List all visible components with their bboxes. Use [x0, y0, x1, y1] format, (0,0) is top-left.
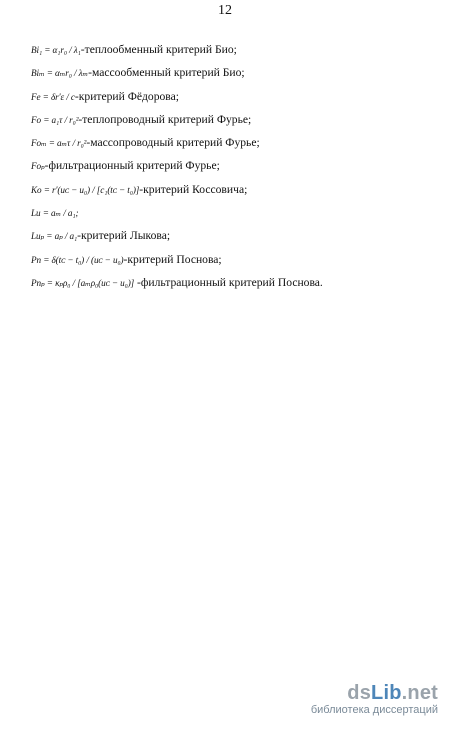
- criterion-formula: Ko = r′(uᴄ − u₀) / [c₁(tᴄ − t₀)]: [31, 184, 140, 195]
- criterion-separator: -: [80, 43, 85, 56]
- criterion-separator: -: [77, 229, 81, 243]
- criterion-separator: -: [78, 112, 83, 126]
- watermark-logo-ds: ds: [347, 682, 372, 704]
- watermark-subtitle: библиотека диссертаций: [310, 704, 438, 716]
- criterion-separator: -: [139, 182, 144, 196]
- criterion-description: фильтрационный критерий Фурье;: [48, 159, 220, 173]
- page-number: 12: [218, 3, 232, 18]
- criterion-row: [31, 85, 431, 108]
- criterion-separator: -: [86, 136, 91, 150]
- criterion-description: фильтрационный критерий Поснова.: [140, 275, 323, 289]
- criterion-description: критерий Поснова;: [127, 252, 222, 266]
- criterion-row: [31, 154, 431, 177]
- criterion-row: [31, 61, 431, 84]
- watermark-logo-lib: Lib: [371, 682, 402, 704]
- criterion-formula: Foₘ = aₘτ / r₀²: [31, 138, 87, 149]
- criterion-row: [31, 248, 431, 271]
- criterion-row: [31, 131, 431, 154]
- criterion-description: теплопроводный критерий Фурье;: [82, 112, 252, 126]
- criterion-formula: Biₘ = αₘr₀ / λₘ: [31, 68, 89, 79]
- criterion-formula: Fe = δr′ε / c: [31, 91, 75, 102]
- criterion-row: [31, 271, 431, 294]
- criteria-list: [31, 38, 431, 294]
- criterion-separator: -: [88, 66, 92, 80]
- criterion-formula: Pn = δ(tᴄ − t₀) / (uᴄ − u₀): [31, 254, 124, 265]
- criterion-formula: Bi₁ = α₁r₀ / λ₁: [31, 45, 81, 55]
- criterion-description: теплообменный критерий Био;: [84, 43, 237, 56]
- criterion-separator: -: [74, 89, 79, 103]
- criterion-row: [31, 108, 431, 131]
- criterion-formula: Fo = a₁τ / r₀²: [31, 114, 79, 125]
- criterion-description: массопроводный критерий Фурье;: [90, 136, 260, 150]
- criterion-formula: Lu = aₘ / a₁;: [31, 208, 79, 219]
- criterion-row: [31, 38, 431, 61]
- criterion-separator: -: [44, 159, 49, 173]
- watermark: [311, 683, 438, 717]
- watermark-logo: [311, 683, 438, 703]
- criterion-separator: -: [123, 252, 128, 266]
- criterion-description: критерий Фёдорова;: [78, 89, 179, 103]
- criterion-formula: Foₚ: [31, 161, 45, 172]
- criterion-description: критерий Коссовича;: [143, 182, 248, 196]
- criterion-description: критерий Лыкова;: [80, 229, 171, 243]
- watermark-logo-net: .net: [401, 682, 438, 704]
- criterion-description: массообменный критерий Био;: [91, 66, 245, 80]
- criterion-row: [31, 178, 431, 201]
- criterion-formula: Luₚ = aₚ / a₁: [31, 231, 78, 242]
- criterion-formula: Pnₚ = κₚρ₀ / [aₘρ₀(uᴄ − u₀)]: [31, 277, 135, 288]
- criterion-row: [31, 201, 431, 224]
- criterion-separator: -: [134, 275, 141, 289]
- criterion-row: [31, 224, 431, 247]
